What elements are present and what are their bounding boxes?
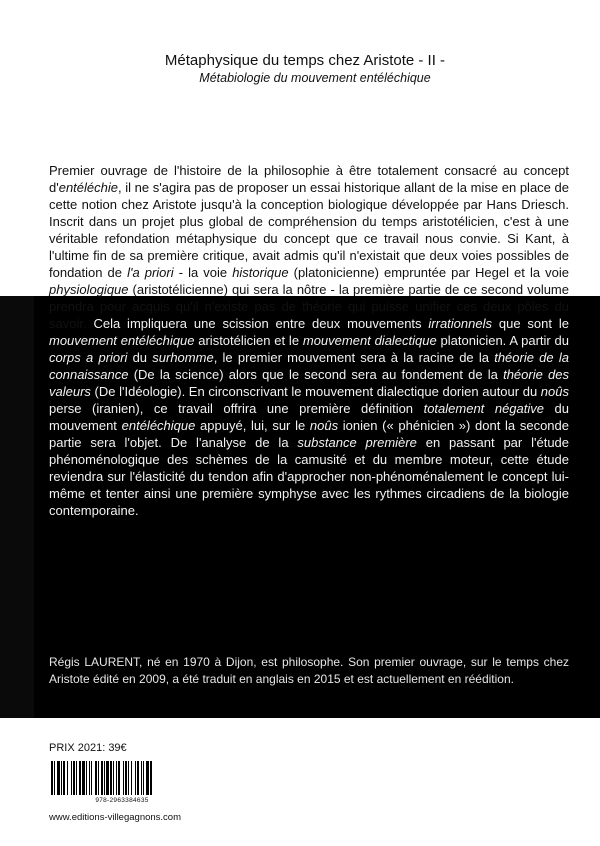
abstract-text: - la voie [173, 265, 233, 280]
abstract-emphasis: théorie de la connaissance [49, 350, 569, 382]
abstract-text: du mouvement [49, 401, 570, 433]
abstract-text: (platonicienne) empruntée par Hegel et la voie [288, 265, 569, 280]
abstract-emphasis: totalement négative [423, 401, 544, 416]
abstract-emphasis: mouvement dialectique [302, 333, 437, 348]
abstract-emphasis: entéléchie [58, 180, 118, 195]
title-block [0, 52, 600, 86]
abstract-emphasis: noûs [540, 384, 569, 399]
abstract-emphasis: physiologique [49, 282, 129, 297]
isbn-number: 978-2963384635 [95, 797, 149, 804]
price-label: PRIX 2021: 39€ [49, 742, 127, 754]
book-subtitle: Métabiologie du mouvement entéléchique [199, 71, 431, 85]
abstract-text: (De l'Idéologie). En circonscrivant le mouvement dialectique dorien autour du [90, 384, 541, 399]
abstract-text: perse (iranien), ce travail offrira une première définition [49, 401, 424, 416]
abstract-text: aristotélicien et le [194, 333, 303, 348]
publisher-website: www.editions-villegagnons.com [49, 812, 182, 823]
abstract-text: en passant par l'étude phénoménologique des schèmes de la camusité et du membre moteur, cette étude reviendra sur l'élasticité du tendon afin d'approcher non-phénoménalement le concept lui-même et tenter ainsi une première symphyse avec les rythmes circadiens de la biologie contemporaine. [49, 435, 570, 518]
abstract-text: (aristotélicienne) qui sera la nôtre - la première partie de ce second volume prendra pour acquis qu'il n'existe pas de théorie qui puisse unifier ces deux pôles du savoir. [49, 282, 569, 331]
abstract-paragraph [49, 162, 569, 519]
abstract-emphasis: noûs [309, 418, 339, 433]
abstract-text: du [127, 350, 153, 365]
barcode-block [49, 760, 195, 804]
abstract-text: Cela impliquera une scission entre deux mouvements [86, 316, 429, 331]
abstract-text: , il ne s'agira pas de proposer un essai historique allant de la mise en place de cette notion chez Aristote jusqu'à la conception biologique développée par Hans Driesch. Inscrit dans un projet plus global de compréhension du temps aristotélicien, c'est à une véritable refondation métaphysique du concept que ce travail nous convie. Si Kant, à l'ultime fin de sa première critique, avait admis qu'il n'existait que deux voies possibles de fondation de [49, 180, 569, 280]
abstract-text: Premier ouvrage de l'histoire de la philosophie à être totalement consacré au concept d' [49, 163, 569, 195]
book-title: Métaphysique du temps chez Aristote - II - [164, 52, 446, 69]
abstract-text: (De la science) alors que le second sera au fondement de la [128, 367, 504, 382]
abstract-text: que sont le [492, 316, 569, 331]
author-bio: Régis LAURENT, né en 1970 à Dijon, est philosophe. Son premier ouvrage, sur le temps chez Aristote édité en 2009, a été traduit en anglais en 2015 et est actuellement en réédition. [49, 655, 569, 686]
abstract-emphasis: théorie des valeurs [49, 367, 569, 399]
abstract-text: ionien (« phénicien ») dont la seconde partie sera l'objet. De l'analyse de la [49, 418, 569, 450]
abstract-emphasis: surhomme [152, 350, 214, 365]
abstract-emphasis: mouvement entéléchique [49, 333, 195, 348]
abstract-emphasis: substance première [297, 435, 417, 450]
barcode-icon [49, 760, 195, 796]
abstract-text: appuyé, lui, sur le [195, 418, 310, 433]
abstract-emphasis: irrationnels [428, 316, 492, 331]
abstract-emphasis: entéléchique [121, 418, 196, 433]
abstract-emphasis: historique [232, 265, 289, 280]
abstract-emphasis: l'a priori [127, 265, 174, 280]
abstract-emphasis: corps a priori [49, 350, 128, 365]
back-cover-abstract [49, 162, 569, 519]
abstract-text: , le premier mouvement sera à la racine de la [213, 350, 495, 365]
abstract-text: platonicien. A partir du [436, 333, 569, 348]
